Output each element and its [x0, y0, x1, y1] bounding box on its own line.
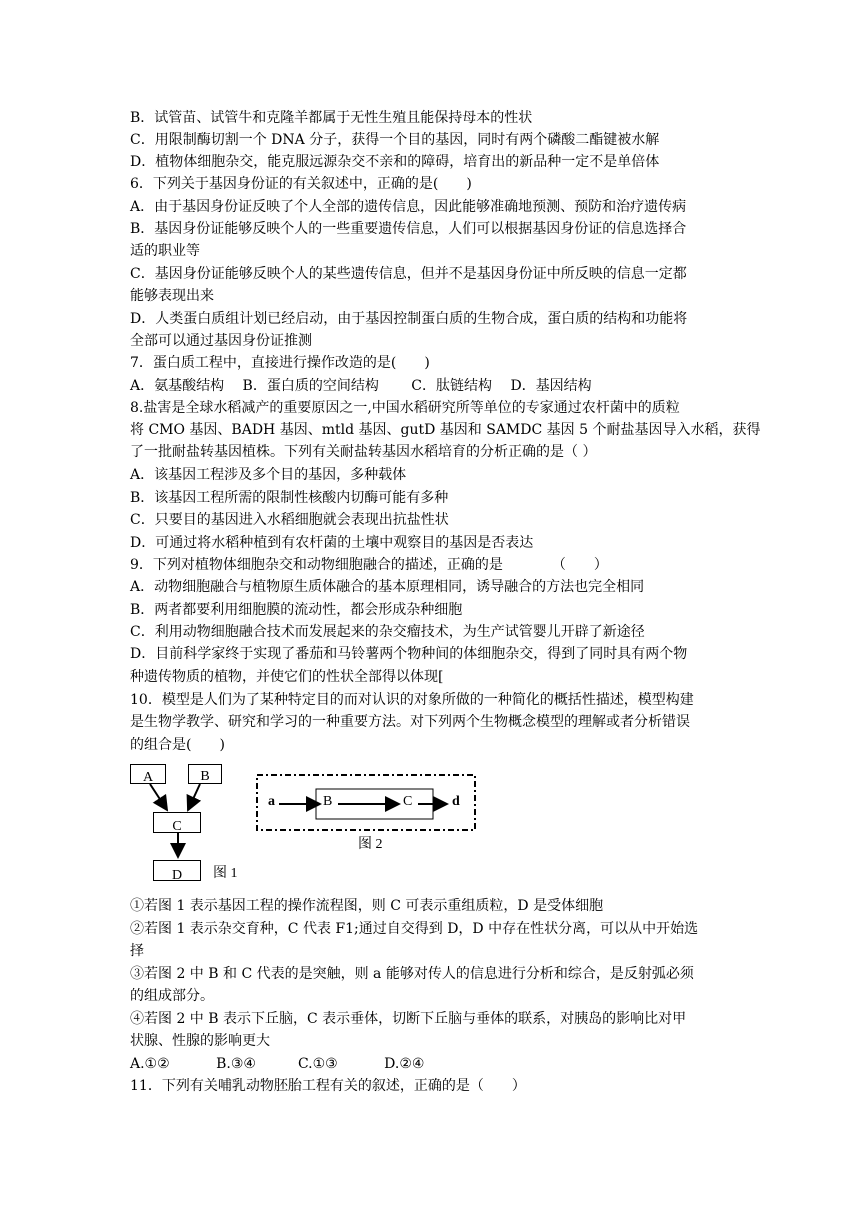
- figure1-box-a: [130, 764, 166, 784]
- text-line: D．植物体细胞杂交，能克服远源杂交不亲和的障碍，培育出的新品种一定不是单倍体: [130, 154, 660, 170]
- figure1-box-b: [188, 764, 222, 784]
- text-line: D．人类蛋白质组计划已经启动，由于基因控制蛋白质的生物合成，蛋白质的结构和功能将: [130, 311, 688, 327]
- figure2-label-c: C: [403, 794, 413, 809]
- text-line: 是生物学教学、研究和学习的一种重要方法。对下列两个生物概念模型的理解或者分析错误: [130, 714, 690, 730]
- question-6-stem: 6．下列关于基因身份证的有关叙述中，正确的是( ): [130, 176, 472, 192]
- text-line: B．基因身份证能够反映个人的一些重要遗传信息，人们可以根据基因身份证的信息选择合: [130, 221, 687, 237]
- question-10-stem: 10．模型是人们为了某种特定目的而对认识的对象所做的一种简化的概括性描述，模型构建: [130, 692, 694, 708]
- figure1-box-d: [153, 860, 201, 881]
- text-line: A．由于基因身份证反映了个人全部的遗传信息，因此能够准确地预测、预防和治疗遗传病: [130, 199, 687, 215]
- text-line: B．试管苗、试管牛和克隆羊都属于无性生殖且能保持母本的性状: [130, 110, 533, 126]
- statement-2: ②若图 1 表示杂交育种，C 代表 F1;通过自交得到 D，D 中存在性状分离，可以从中开始选: [130, 921, 699, 937]
- text-line: C．利用动物细胞融合技术而发展起来的杂交瘤技术，为生产试管婴儿开辟了新途径: [130, 624, 645, 640]
- figure1-label-d: D: [171, 868, 183, 883]
- question-7-stem: 7．蛋白质工程中，直接进行操作改造的是( ): [130, 355, 430, 371]
- text-line: 适的职业等: [130, 243, 200, 259]
- text-line: 的组成部分。: [130, 988, 214, 1004]
- figure1-label-a: A: [142, 770, 154, 785]
- text-line: D．目前科学家终于实现了番茄和马铃薯两个物种间的体细胞杂交，得到了同时具有两个物: [130, 646, 688, 662]
- text-line: C．只要目的基因进入水稻细胞就会表现出抗盐性状: [130, 512, 449, 528]
- figure2-label-d: d: [452, 794, 460, 809]
- arrow-b-to-c: [188, 784, 200, 810]
- text-line: A．动物细胞融合与植物原生质体融合的基本原理相同，诱导融合的方法也完全相同: [130, 579, 645, 595]
- figure2-dashed-frame: [257, 775, 475, 830]
- question-9-stem: 9．下列对植物体细胞杂交和动物细胞融合的描述，正确的是 （ ）: [130, 557, 608, 573]
- question-8-stem: 8.盐害是全球水稻减产的重要原因之一,中国水稻研究所等单位的专家通过农杆菌中的质粒: [130, 400, 680, 416]
- arrow-a-to-c: [150, 784, 167, 810]
- question-11-stem: 11．下列有关哺乳动物胚胎工程有关的叙述，正确的是（ ）: [130, 1078, 526, 1094]
- text-line: 状腺、性腺的影响更大: [130, 1033, 270, 1049]
- text-line: D．可通过将水稻种植到有农杆菌的土壤中观察目的基因是否表达: [130, 535, 534, 551]
- text-line: 的组合是( ): [130, 737, 225, 753]
- text-line: 全部可以通过基因身份证推测: [130, 333, 312, 349]
- figure2-label-a: a: [268, 794, 275, 809]
- text-line: 将 CMO 基因、BADH 基因、mtld 基因、gutD 基因和 SAMDC 基因 5 个耐盐基因导入水稻，获得: [130, 422, 761, 438]
- figure1-caption: 图 1: [213, 866, 238, 881]
- statement-1: ①若图 1 表示基因工程的操作流程图，则 C 可表示重组质粒，D 是受体细胞: [130, 898, 604, 914]
- figure1-box-c: [153, 812, 201, 833]
- text-line: 了一批耐盐转基因植株。下列有关耐盐转基因水稻培育的分析正确的是（ ）: [130, 444, 597, 460]
- question-7-options: A．氨基酸结构 B．蛋白质的空间结构 C．肽链结构 D．基因结构: [130, 378, 592, 394]
- figure1-label-c: C: [172, 819, 182, 834]
- figure1-label-b: B: [200, 769, 210, 784]
- text-line: 能够表现出来: [130, 288, 214, 304]
- text-line: A．该基因工程涉及多个目的基因，多种载体: [130, 467, 407, 483]
- figure2-label-b: B: [323, 794, 333, 809]
- statement-4: ④若图 2 中 B 表示下丘脑，C 表示垂体，切断下丘脑与垂体的联系，对胰岛的影响比对甲: [130, 1011, 687, 1027]
- text-line: C．用限制酶切割一个 DNA 分子，获得一个目的基因，同时有两个磷酸二酯键被水解: [130, 132, 660, 148]
- text-line: 择: [130, 943, 144, 959]
- text-line: B．两者都要利用细胞膜的流动性，都会形成杂种细胞: [130, 602, 463, 618]
- figure2-caption: 图 2: [358, 837, 383, 852]
- text-line: B．该基因工程所需的限制性核酸内切酶可能有多种: [130, 490, 449, 506]
- text-line: 种遗传物质的植物，并使它们的性状全部得以体现[: [130, 669, 444, 685]
- statement-3: ③若图 2 中 B 和 C 代表的是突触，则 a 能够对传人的信息进行分析和综合，是反射弧必须: [130, 966, 694, 982]
- text-line: C．基因身份证能够反映个人的某些遗传信息，但并不是基因身份证中所反映的信息一定都: [130, 266, 687, 282]
- question-10-options: A.①② B.③④ C.①③ D.②④: [130, 1056, 425, 1072]
